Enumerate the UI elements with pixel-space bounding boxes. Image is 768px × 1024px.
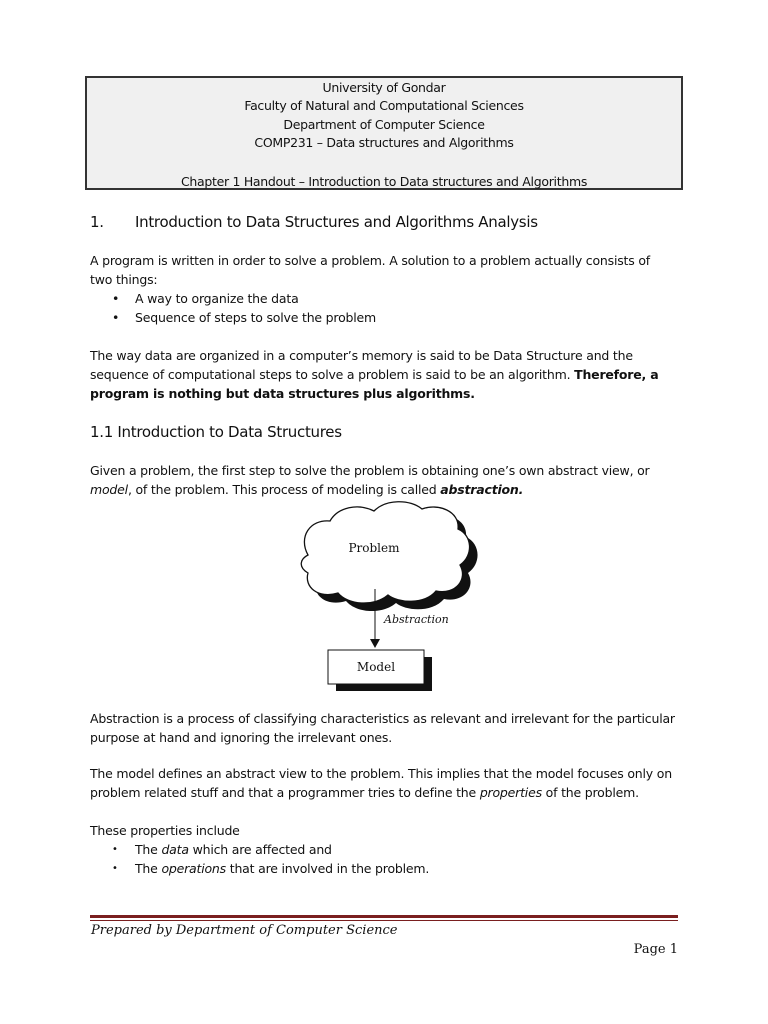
p4-line: These properties include [90,823,240,838]
p3-line-2-a: problem related stuff and that a programmer tries to define the [90,785,477,800]
bullet-icon: • [112,844,118,855]
footer-prepared-by: Prepared by Department of Computer Science [91,923,398,938]
intro-line-1: A program is written in order to solve a problem. A solution to a problem actually consists of [90,253,650,268]
footer-rule-thick [90,915,678,918]
abstraction-diagram [290,495,480,695]
abstraction-arrow-head [370,639,380,648]
intro-line-2: two things: [90,272,158,287]
abstraction-intro-paragraph [90,461,677,499]
problem-label: Problem [348,541,400,555]
para2-bold-b: program is nothing but data structures plus algorithms. [90,386,475,401]
intro-paragraph [90,251,677,289]
list-item-text: Sequence of steps to solve the problem [135,310,377,325]
section-1-1-heading: 1.1 Introduction to Data Structures [90,423,342,441]
para2-line-2 [90,365,677,384]
p3-line-2 [90,783,677,802]
footer-page-number: Page 1 [633,942,678,957]
abstraction-label: Abstraction [384,613,449,626]
bullet-icon: • [112,310,120,325]
bullet2-1-pre: The [135,842,158,857]
footer-rule-thin [90,920,678,921]
p2-line-1: Abstraction is a process of classifying characteristics as relevant and irrelevant for the particular [90,711,675,726]
properties-term: properties [479,785,542,800]
section-1-number: 1. [90,213,104,231]
para2-line-2-text: sequence of computational steps to solve a problem is said to be an algorithm. [90,367,571,382]
header-box [85,76,683,190]
bullet2-1-post: which are affected and [192,842,332,857]
bullet-icon: • [112,291,120,306]
list-item-text: A way to organize the data [135,291,299,306]
chapter-title: Chapter 1 Handout – Introduction to Data structures and Algorithms [180,174,588,189]
list-item-text [135,859,429,878]
bullet2-1-em: data [161,842,189,857]
p3-line-2-b: of the problem. [545,785,639,800]
bullet2-2-em: operations [161,861,226,876]
bullet-icon: • [112,863,118,874]
course-title: COMP231 – Data structures and Algorithms [254,135,514,150]
abstraction-term: abstraction. [440,482,524,497]
model-term: model [90,482,128,497]
list-item-text [135,840,332,859]
p1-line-1: Given a problem, the first step to solve the problem is obtaining one’s own abstract view, or [90,463,650,478]
section-1-title: Introduction to Data Structures and Algorithms Analysis [135,213,538,231]
university-name: University of Gondar [322,80,446,95]
p1-line-2-rest: , of the problem. This process of modeling is called [127,482,437,497]
p2-line-2: purpose at hand and ignoring the irrelevant ones. [90,730,393,745]
p3-line-1: The model defines an abstract view to the problem. This implies that the model focuses only on [90,766,672,781]
faculty-name: Faculty of Natural and Computational Sciences [244,98,524,113]
data-structure-paragraph [90,346,677,403]
model-label: Model [356,660,396,674]
para2-line-1: The way data are organized in a computer’s memory is said to be Data Structure and the [90,348,633,363]
department-name: Department of Computer Science [283,117,485,132]
model-paragraph [90,764,677,802]
bullet2-2-post: that are involved in the problem. [229,861,430,876]
abstraction-definition-paragraph [90,709,677,747]
para2-bold-a: Therefore, a [574,367,659,382]
bullet2-2-pre: The [135,861,158,876]
properties-intro [90,821,677,840]
